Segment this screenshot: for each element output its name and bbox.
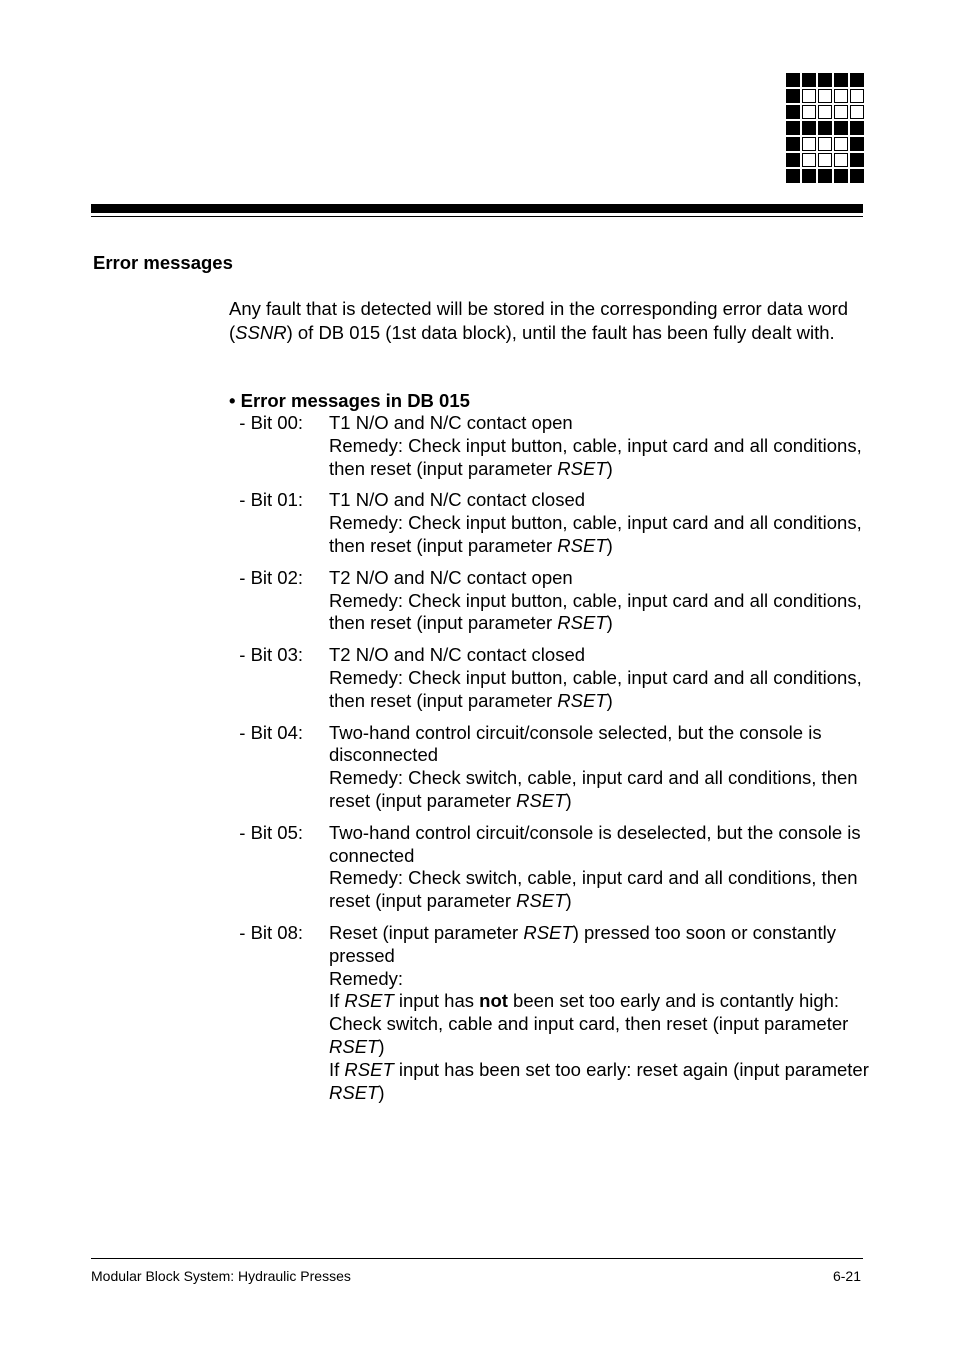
logo-cell [834, 153, 848, 167]
bit-description-line [329, 867, 869, 913]
logo-cell [802, 137, 816, 151]
text-run: T2 N/O and N/C contact open [329, 566, 573, 588]
bit-description-line [329, 968, 869, 991]
text-run: ) [378, 1081, 385, 1103]
parameter-name: RSET [516, 890, 566, 912]
parameter-name: RSET [344, 1058, 394, 1080]
logo-cell [786, 73, 800, 87]
error-bit-item [229, 922, 869, 1104]
bit-description-line [329, 922, 869, 968]
text-run: ) [606, 612, 613, 634]
text-run: Two-hand control circuit/console selected, but the console is disconnected [329, 721, 822, 766]
logo-cell [834, 137, 848, 151]
text-run: Any fault that is detected will be stored in the corresponding error data word ( [229, 298, 849, 343]
logo-cell [786, 137, 800, 151]
bit-description-line [329, 567, 869, 590]
error-bit-list [229, 412, 869, 1113]
error-bit-item [229, 412, 869, 480]
bit-description-line [329, 489, 869, 512]
text-run: input has [393, 990, 480, 1012]
logo-cell [802, 73, 816, 87]
error-bit-item [229, 722, 869, 813]
bit-label: - Bit 01: [229, 489, 304, 511]
logo-cell [786, 121, 800, 135]
bit-description [329, 822, 869, 913]
parameter-name: SSNR [235, 321, 287, 343]
text-run: ) [565, 890, 572, 912]
header-rule-thin [91, 216, 863, 217]
logo-cell [818, 137, 832, 151]
logo-cell [818, 73, 832, 87]
text-run: T1 N/O and N/C contact open [329, 412, 573, 433]
parameter-name: RSET [329, 1081, 379, 1103]
text-run: Remedy: Check input button, cable, input card and all conditions, then reset (input parameter [329, 512, 862, 556]
text-run: Reset (input parameter [329, 921, 524, 943]
parameter-name: RSET [557, 534, 607, 556]
logo-cell [850, 121, 864, 135]
emphasis-text: not [479, 990, 508, 1012]
parameter-name: RSET [557, 689, 607, 711]
logo-cell [850, 153, 864, 167]
bit-label: - Bit 02: [229, 566, 304, 588]
logo-cell [818, 153, 832, 167]
text-run: ) of DB 015 (1st data block), until the fault has been fully dealt with. [286, 321, 835, 343]
error-bit-item [229, 644, 869, 712]
text-run: ) [606, 534, 613, 556]
logo-cell [786, 153, 800, 167]
header-rule-thick [91, 204, 863, 213]
bit-description-line [329, 644, 869, 667]
logo-cell [786, 89, 800, 103]
logo-cell [850, 105, 864, 119]
logo-cell [850, 169, 864, 183]
bit-label: - Bit 04: [229, 721, 304, 743]
logo-cell [818, 169, 832, 183]
parameter-name: RSET [523, 921, 573, 943]
logo-cell [802, 105, 816, 119]
text-run: Remedy: Check switch, cable, input card and all conditions, then reset (input parameter [329, 867, 858, 912]
bit-description-line [329, 767, 869, 813]
logo-cell [802, 169, 816, 183]
section-heading: Error messages [93, 252, 233, 273]
logo-cell [850, 137, 864, 151]
page-number: 6-21 [832, 1268, 861, 1284]
parameter-name: RSET [344, 990, 394, 1012]
bit-description-line [329, 512, 869, 558]
bit-label: - Bit 00: [229, 412, 304, 433]
bit-description-line [329, 990, 869, 1058]
parameter-name: RSET [557, 612, 607, 634]
text-run: If [329, 990, 345, 1012]
text-run: been set too early and is contantly high: Check switch, cable and input card, then reset (input parameter [329, 990, 849, 1035]
bit-description [329, 922, 869, 1104]
bit-description [329, 567, 869, 635]
text-run: ) [565, 789, 572, 811]
text-run: ) [606, 689, 613, 711]
text-run: Remedy: [329, 967, 404, 989]
bit-description [329, 412, 869, 480]
bit-label: - Bit 08: [229, 921, 304, 943]
grid-logo-icon [786, 73, 864, 183]
logo-cell [818, 89, 832, 103]
bit-description-line [329, 412, 869, 435]
intro-paragraph [229, 297, 869, 344]
logo-cell [802, 89, 816, 103]
logo-cell [786, 105, 800, 119]
logo-cell [802, 121, 816, 135]
logo-cell [786, 169, 800, 183]
logo-cell [818, 121, 832, 135]
text-run: ) [378, 1035, 385, 1057]
parameter-name: RSET [516, 789, 566, 811]
footer-rule [91, 1258, 863, 1259]
text-run: Two-hand control circuit/console is deselected, but the console is connected [329, 821, 861, 866]
text-run: ) [606, 457, 613, 479]
list-title: • Error messages in DB 015 [229, 390, 470, 411]
error-bit-item [229, 489, 869, 557]
bit-description-line [329, 667, 869, 713]
bit-description [329, 489, 869, 557]
bit-label: - Bit 05: [229, 821, 304, 843]
bit-label: - Bit 03: [229, 644, 304, 666]
footer-title: Modular Block System: Hydraulic Presses [91, 1268, 351, 1284]
parameter-name: RSET [329, 1035, 379, 1057]
parameter-name: RSET [557, 457, 607, 479]
logo-cell [850, 89, 864, 103]
error-bit-item [229, 822, 869, 913]
bit-description-line [329, 822, 869, 868]
text-run: T2 N/O and N/C contact closed [329, 644, 586, 666]
bit-description [329, 722, 869, 813]
text-run: Remedy: Check input button, cable, input card and all conditions, then reset (input parameter [329, 589, 862, 634]
logo-cell [802, 153, 816, 167]
error-bit-item [229, 567, 869, 635]
logo-cell [834, 89, 848, 103]
text-run: input has been set too early: reset again (input parameter [393, 1058, 869, 1080]
text-run: Remedy: Check switch, cable, input card and all conditions, then reset (input parameter [329, 767, 858, 811]
bit-description-line [329, 722, 869, 768]
text-run: ) pressed too soon or constantly pressed [329, 921, 836, 966]
logo-cell [834, 169, 848, 183]
text-run: If [329, 1058, 345, 1080]
text-run: T1 N/O and N/C contact closed [329, 489, 586, 511]
logo-cell [834, 121, 848, 135]
text-run: Remedy: Check input button, cable, input card and all conditions, then reset (input parameter [329, 434, 862, 479]
logo-cell [818, 105, 832, 119]
bit-description-line [329, 590, 869, 636]
logo-cell [850, 73, 864, 87]
logo-cell [834, 73, 848, 87]
text-run: Remedy: Check input button, cable, input card and all conditions, then reset (input parameter [329, 666, 862, 711]
logo-cell [834, 105, 848, 119]
bit-description-line [329, 435, 869, 481]
bit-description [329, 644, 869, 712]
bit-description-line [329, 1059, 869, 1105]
